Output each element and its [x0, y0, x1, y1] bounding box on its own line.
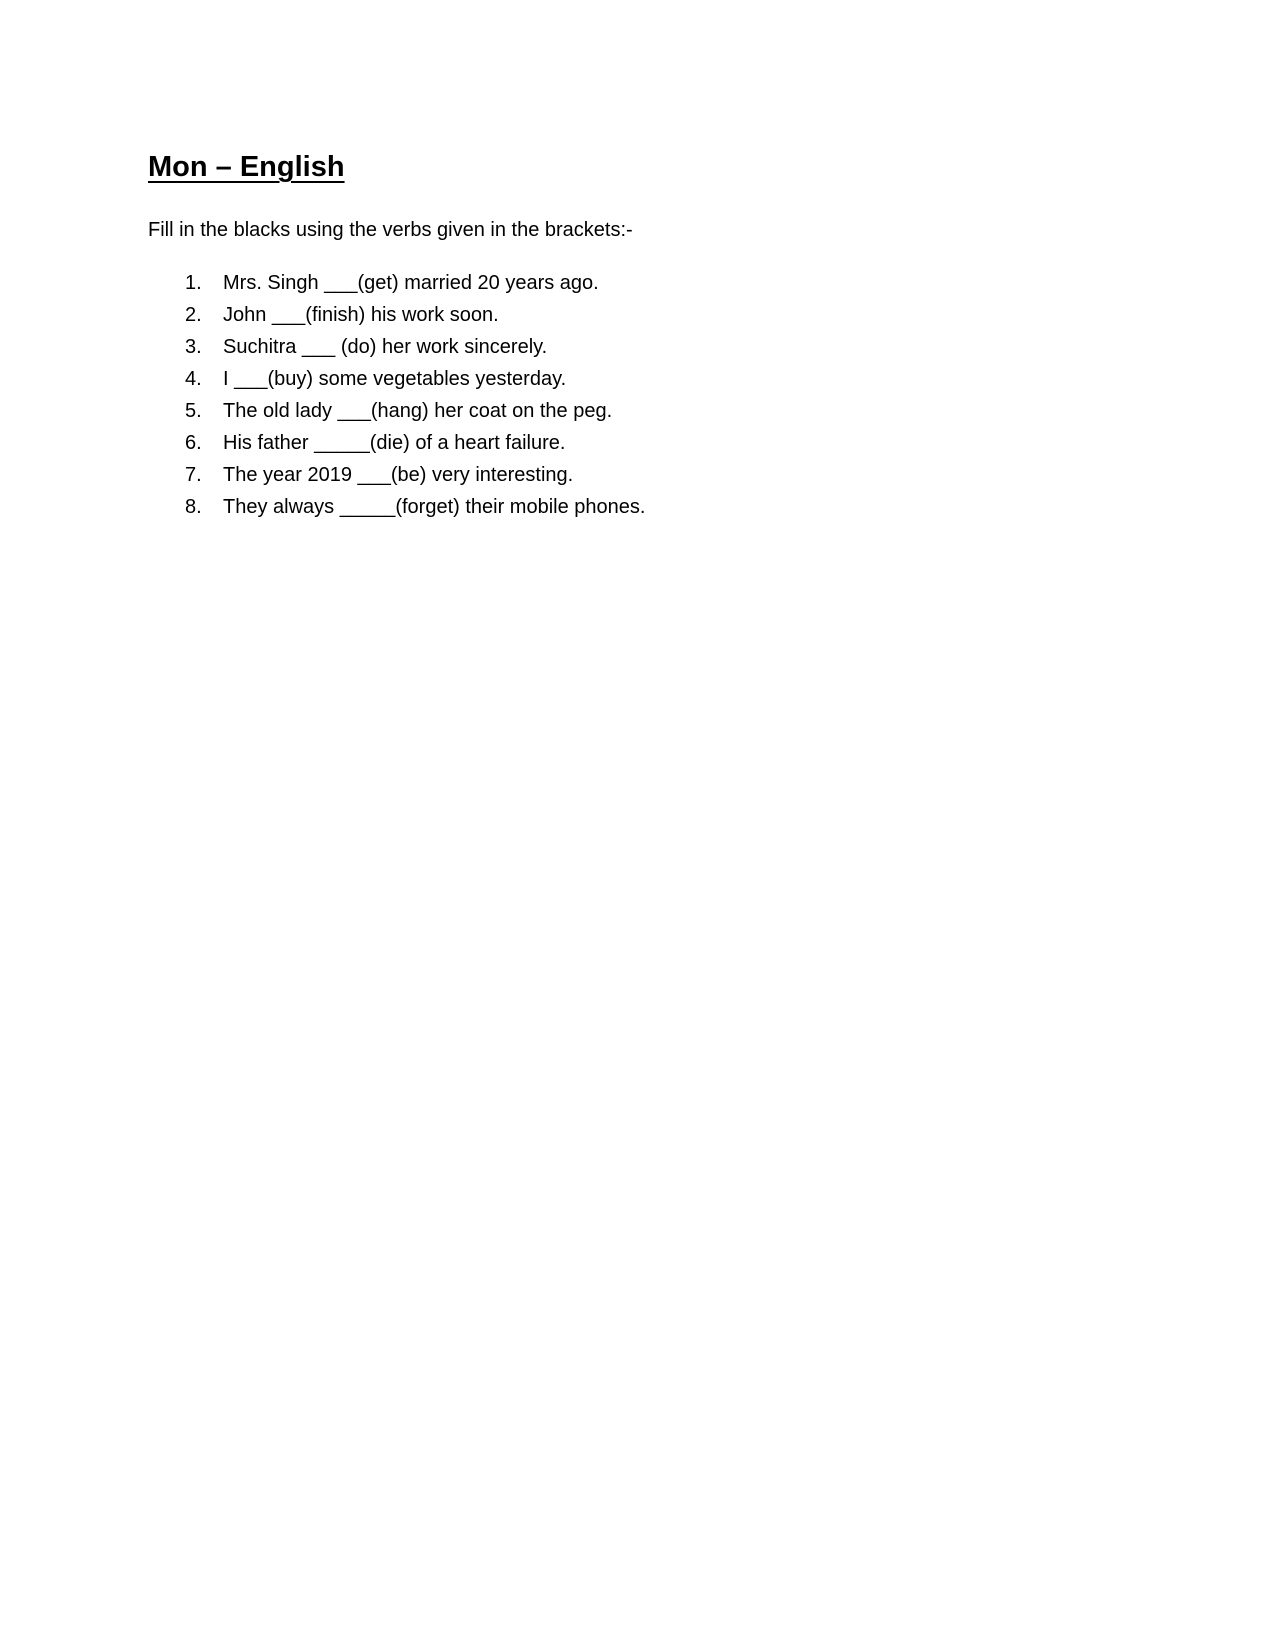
question-number: 4. [185, 368, 202, 390]
question-text: The old lady ___(hang) her coat on the peg. [223, 400, 613, 422]
question-number: 1. [185, 272, 202, 294]
question-text: His father _____(die) of a heart failure. [223, 432, 566, 454]
question-text: The year 2019 ___(be) very interesting. [223, 464, 574, 486]
question-text: Mrs. Singh ___(get) married 20 years ago. [223, 272, 599, 294]
question-number: 5. [185, 400, 202, 422]
question-number: 7. [185, 464, 202, 486]
question-number: 6. [185, 432, 202, 454]
question-text: They always _____(forget) their mobile phones. [223, 496, 646, 518]
question-text: John ___(finish) his work soon. [223, 304, 499, 326]
question-number: 3. [185, 336, 202, 358]
question-text: Suchitra ___ (do) her work sincerely. [223, 336, 548, 358]
instructions-text: Fill in the blacks using the verbs given in the brackets:- [148, 219, 633, 241]
question-number: 2. [185, 304, 202, 326]
question-number: 8. [185, 496, 202, 518]
question-text: I ___(buy) some vegetables yesterday. [223, 368, 567, 390]
page-title: Mon – English [148, 151, 345, 183]
